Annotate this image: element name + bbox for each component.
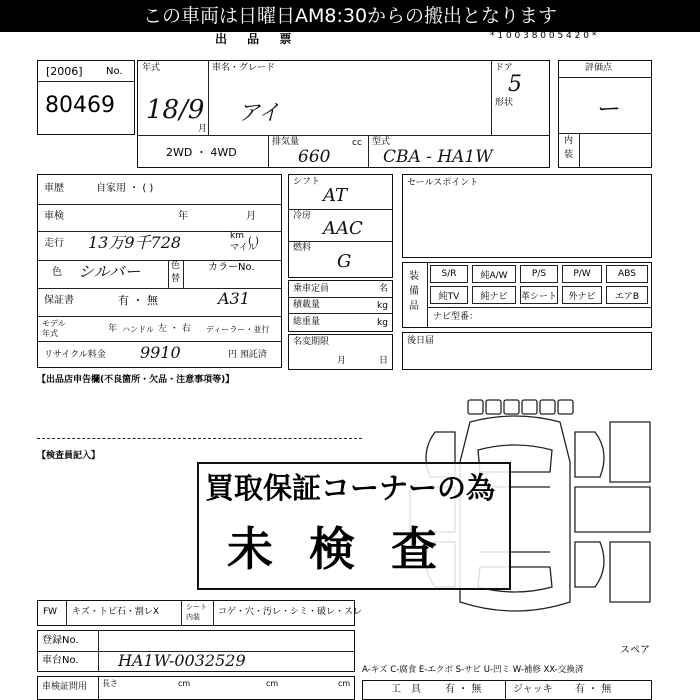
tools-jack-box [362,680,652,700]
name-change-day: 日 [379,356,389,366]
certificate-label: 車検証問用 [42,682,88,692]
seller-note-label: 【出品店申告欄(不良箇所・欠品・注意事項等)】 [37,375,235,385]
lot-no-label: No. [106,66,123,77]
cm-unit-2: cm [266,679,279,688]
history-box [37,174,282,368]
equip-navi: 純ナビ [472,286,516,304]
tools-label: 工 具 [391,684,421,695]
seat-value: コゲ・穴・汚レ・シミ・破レ・スレ [218,607,363,617]
fuel-label: 燃料 [293,243,312,253]
car-name-label: 車名・グレード [212,63,276,73]
mileage-value: 13万9千728 [88,233,182,252]
inspector-label: 【検査員記入】 [37,451,101,461]
shift-box [288,174,393,278]
interior-label-2: 装 [564,150,574,160]
fw-interior-box [37,600,363,626]
fw-value: キズ・トビ石・割レX [72,607,159,617]
color-value: シルバー [78,262,141,281]
history-value: 自家用 ・ ( ) [96,183,154,194]
load-label: 積載量 [293,300,321,310]
cm-unit-3: cm [338,679,351,688]
capacity-box [288,280,393,332]
equip-leather-seat: 革シート [520,286,558,304]
announcement-banner: この車両は日曜日AM8:30からの搬出となります [0,0,700,32]
equip-power-steering: P/S [520,265,558,283]
mileage-unit-km: km [230,231,244,241]
recycle-unit: 円 預託済 [228,350,267,360]
spare-label: スペア [620,645,650,656]
model-code-value: CBA - HA1W [383,147,493,167]
load-unit: kg [377,301,388,311]
ac-value: AAC [323,218,363,239]
year-unit: 月 [198,124,208,134]
displacement-unit: cc [352,138,362,148]
inspection-year: 年 [178,211,188,222]
handle-label: ハンドル [122,325,154,334]
warranty-label: 保証書 [44,295,74,306]
car-name-value: アイ [238,101,281,126]
damage-legend: A-キズ C-腐食 E-エクボ S-サビ U-凹ミ W-補修 XX-交換済 [362,665,584,675]
tools-value: 有 ・ 無 [445,684,482,695]
year-value: 18/9 [146,95,205,125]
rating-box [558,60,652,168]
door-label: ドア [495,63,513,73]
warranty-value: 有 ・ 無 [118,294,158,307]
capacity-label: 乗車定員 [293,284,330,294]
navi-model-label: ナビ型番： [433,312,479,322]
sales-point-label: セールスポイント [407,178,479,188]
inspection-label: 車検 [44,211,64,222]
jack-value: 有 ・ 無 [575,684,612,695]
color-no-value: A31 [218,289,250,308]
registration-label: 登録No. [42,635,79,646]
chassis-label: 車台No. [42,655,79,666]
dealer-label: ディーラー・並行 [206,325,270,334]
equip-airbag: エアB [606,286,648,304]
color-change-2: 替 [171,274,181,284]
history-label: 車歴 [44,183,64,194]
vehicle-header-box [137,60,550,168]
name-change-label: 名変期限 [293,337,330,347]
later-delivery-label: 後日届 [407,336,435,346]
model-year-label-1: モデル [42,319,66,328]
lot-number-box [37,60,135,135]
color-no-label: カラーNo. [208,262,255,273]
stamp-line-1: 買取保証コーナーの為 [205,471,496,505]
length-label: 長さ [102,679,118,688]
barcode-text: * 1 0 0 3 8 0 0 5 4 2 0 * [490,31,597,41]
stamp-line-2: 未 検 査 [227,522,448,576]
lot-number: 80469 [45,93,115,118]
name-change-month: 月 [337,356,347,366]
displacement-value: 660 [298,147,331,167]
sales-point-box [402,174,652,258]
not-inspected-stamp [197,462,511,590]
recycle-value: 9910 [140,343,181,362]
equip-power-window: P/W [562,265,602,283]
equip-sunroof: S/R [430,265,468,283]
mileage-label: 走行 [44,238,64,249]
mileage-unit-mile: マイル [230,243,257,253]
equip-abs: ABS [606,265,648,283]
cm-unit-1: cm [178,679,191,688]
later-delivery-box [402,332,652,370]
recycle-label: リサイクル料金 [44,350,106,360]
registration-box [37,630,355,672]
gross-weight-label: 総重量 [293,317,321,327]
mileage-paren: ( ) [248,236,259,247]
color-change-1: 色 [171,261,181,271]
chassis-value: HA1W-0032529 [118,651,246,670]
inspection-month: 月 [246,211,256,222]
certificate-box [37,676,355,700]
equip-aftermarket-navi: 外ナビ [562,286,602,304]
shift-label: シフト [293,177,321,187]
interior-label-1: 内 [564,136,574,146]
fuel-value: G [337,251,352,272]
gross-weight-unit: kg [377,318,388,328]
shift-value: AT [323,185,348,206]
door-value: 5 [508,72,522,97]
model-year-label-2: 年式 [42,329,58,338]
equip-alloy-wheel: 純A/W [472,265,516,283]
seat-label-1: シート [186,603,207,611]
lot-year-tag: [2006] [46,65,83,78]
jack-label: ジャッキ [513,684,553,695]
shape-label: 形状 [495,98,514,108]
model-code-label: 型式 [372,137,391,147]
rating-label: 評価点 [585,63,613,73]
handle-value: 左 ・ 右 [158,324,191,334]
displacement-label: 排気量 [272,137,300,147]
equipment-label: 装備品 [409,271,419,312]
rating-value: ー [595,95,619,123]
seat-label-2: 内装 [186,613,200,621]
color-label: 色 [52,267,62,278]
equip-tv: 純TV [430,286,468,304]
year-label: 年式 [142,63,161,73]
model-year-unit: 年 [108,324,118,334]
capacity-unit: 名 [379,284,389,294]
ac-label: 冷房 [293,211,312,221]
sheet-title-fragment: 出 品 票 [215,32,300,46]
fw-label: FW [43,607,58,617]
drive-label: 2WD ・ 4WD [166,146,237,159]
name-change-box [288,334,393,370]
